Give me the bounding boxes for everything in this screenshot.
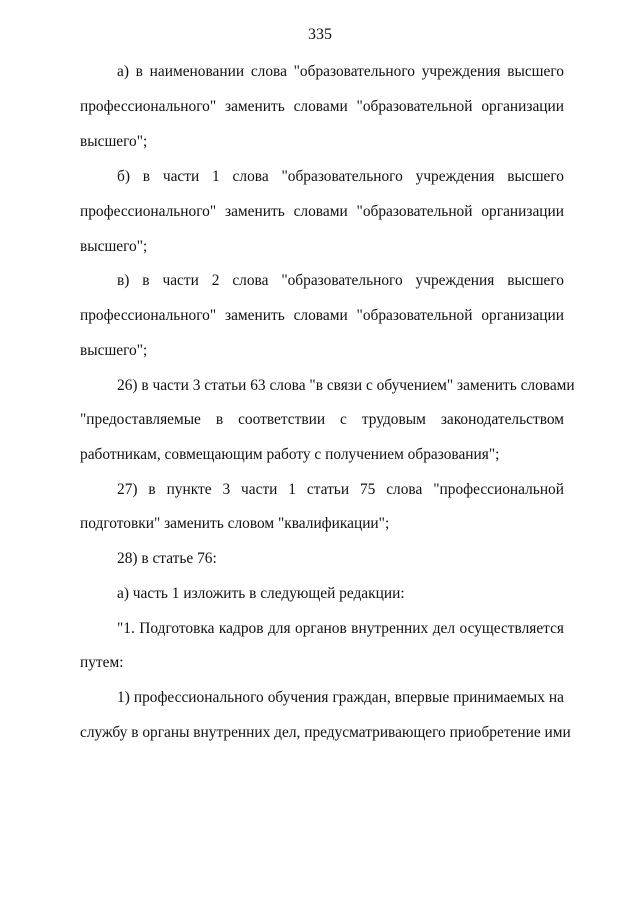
text-line: 27) в пункте 3 части 1 статьи 75 слова "профессиональной [117,481,564,498]
text-line: профессионального" заменить словами "образовательной организации [80,307,564,324]
text-line: высшего"; [80,342,148,359]
text-line: а) часть 1 изложить в следующей редакции: [117,585,405,602]
text-line: подготовки" заменить словом "квалификации"; [80,515,390,532]
text-line: б) в части 1 слова "образовательного учреждения высшего [117,168,564,185]
text-line: 26) в части 3 статьи 63 слова "в связи с обучением" заменить словами [117,377,575,394]
text-line: путем: [80,654,124,671]
text-line: 1) профессионального обучения граждан, впервые принимаемых на [117,689,564,706]
text-line: высшего"; [80,133,148,150]
text-line: работникам, совмещающим работу с получением образования"; [80,446,500,463]
text-line: "1. Подготовка кадров для органов внутренних дел осуществляется [117,620,564,637]
text-line: в) в части 2 слова "образовательного учреждения высшего [117,272,564,289]
text-line: 28) в статье 76: [117,550,217,567]
text-line: профессионального" заменить словами "образовательной организации [80,98,564,115]
text-line: высшего"; [80,238,148,255]
text-line: а) в наименовании слова "образовательного учреждения высшего [117,63,564,80]
page-number: 335 [308,26,332,43]
text-line: профессионального" заменить словами "образовательной организации [80,203,564,220]
text-line: "предоставляемые в соответствии с трудовым законодательством [80,411,564,428]
text-line: службу в органы внутренних дел, предусматривающего приобретение ими [80,724,571,741]
